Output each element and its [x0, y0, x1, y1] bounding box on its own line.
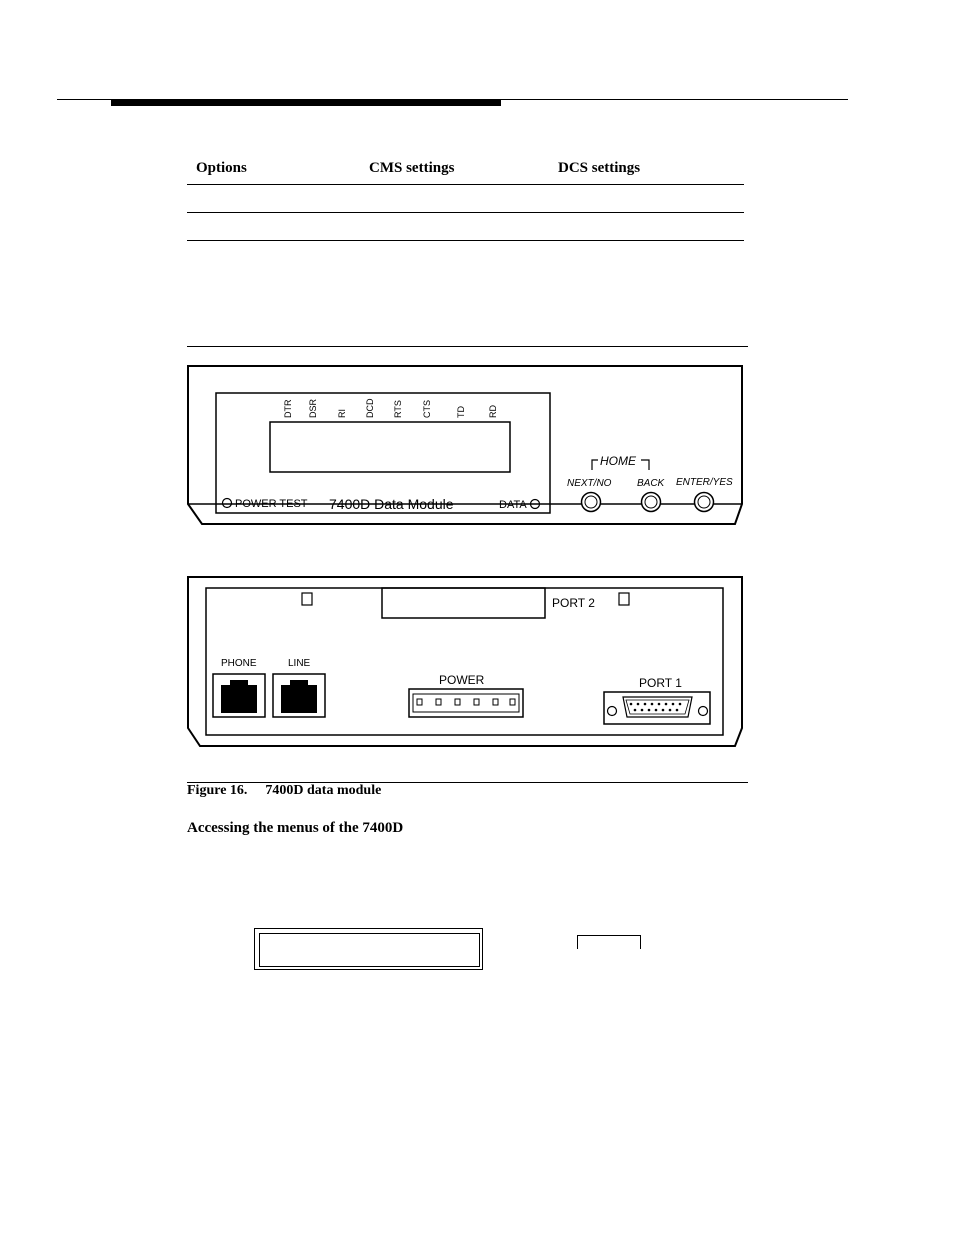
figure-top-rule: [187, 346, 748, 347]
table-rule-1: [187, 184, 744, 185]
power-test-led: [223, 499, 232, 508]
next-no-button[interactable]: [582, 493, 601, 512]
back-label: BACK: [637, 478, 665, 489]
section-heading: Accessing the menus of the 7400D: [187, 820, 404, 836]
indicator-dsr: DSR: [308, 398, 318, 418]
line-label: LINE: [288, 658, 311, 669]
front-panel-illustration: [180, 360, 750, 532]
data-label: DATA: [499, 499, 527, 511]
port1-connector: [604, 692, 710, 724]
home-label: HOME: [600, 454, 636, 468]
enter-yes-button[interactable]: [695, 493, 714, 512]
phone-label: PHONE: [221, 658, 257, 669]
power-label: POWER: [439, 673, 485, 687]
port2-led-right: [619, 593, 629, 605]
indicator-cts: CTS: [422, 400, 432, 418]
model-label: 7400D Data Module: [329, 496, 454, 512]
back-button[interactable]: [642, 493, 661, 512]
port2-slot: [382, 588, 545, 618]
table-header-cms: CMS settings: [369, 160, 455, 176]
figure-caption: [187, 783, 399, 799]
figure-number: Figure 16.: [187, 783, 248, 798]
port1-label: PORT 1: [639, 676, 682, 690]
indicator-dtr: DTR: [283, 399, 293, 418]
phone-jack: [213, 674, 265, 717]
indicator-rd: RD: [488, 405, 498, 418]
header-bar: [111, 99, 501, 106]
enter-yes-label: ENTER/YES: [676, 477, 733, 488]
port2-label: PORT 2: [552, 596, 595, 610]
port2-led-left: [302, 593, 312, 605]
indicator-td: TD: [456, 406, 466, 418]
table-header-options: Options: [196, 160, 247, 176]
table-rule-3: [187, 240, 744, 241]
display-box-inner: [259, 933, 480, 967]
power-test-label: POWER TEST: [235, 498, 308, 510]
power-connector: [409, 689, 523, 717]
next-no-label: NEXT/NO: [567, 478, 612, 489]
indicator-dcd: DCD: [365, 398, 375, 418]
table-header-dcs: DCS settings: [558, 160, 641, 176]
indicator-ri: RI: [337, 409, 347, 418]
key-bracket: [577, 935, 641, 949]
back-panel-illustration: [180, 570, 750, 752]
line-jack: [273, 674, 325, 717]
indicator-rts: RTS: [393, 400, 403, 418]
figure-title: 7400D data module: [265, 783, 382, 798]
table-rule-2: [187, 212, 744, 213]
